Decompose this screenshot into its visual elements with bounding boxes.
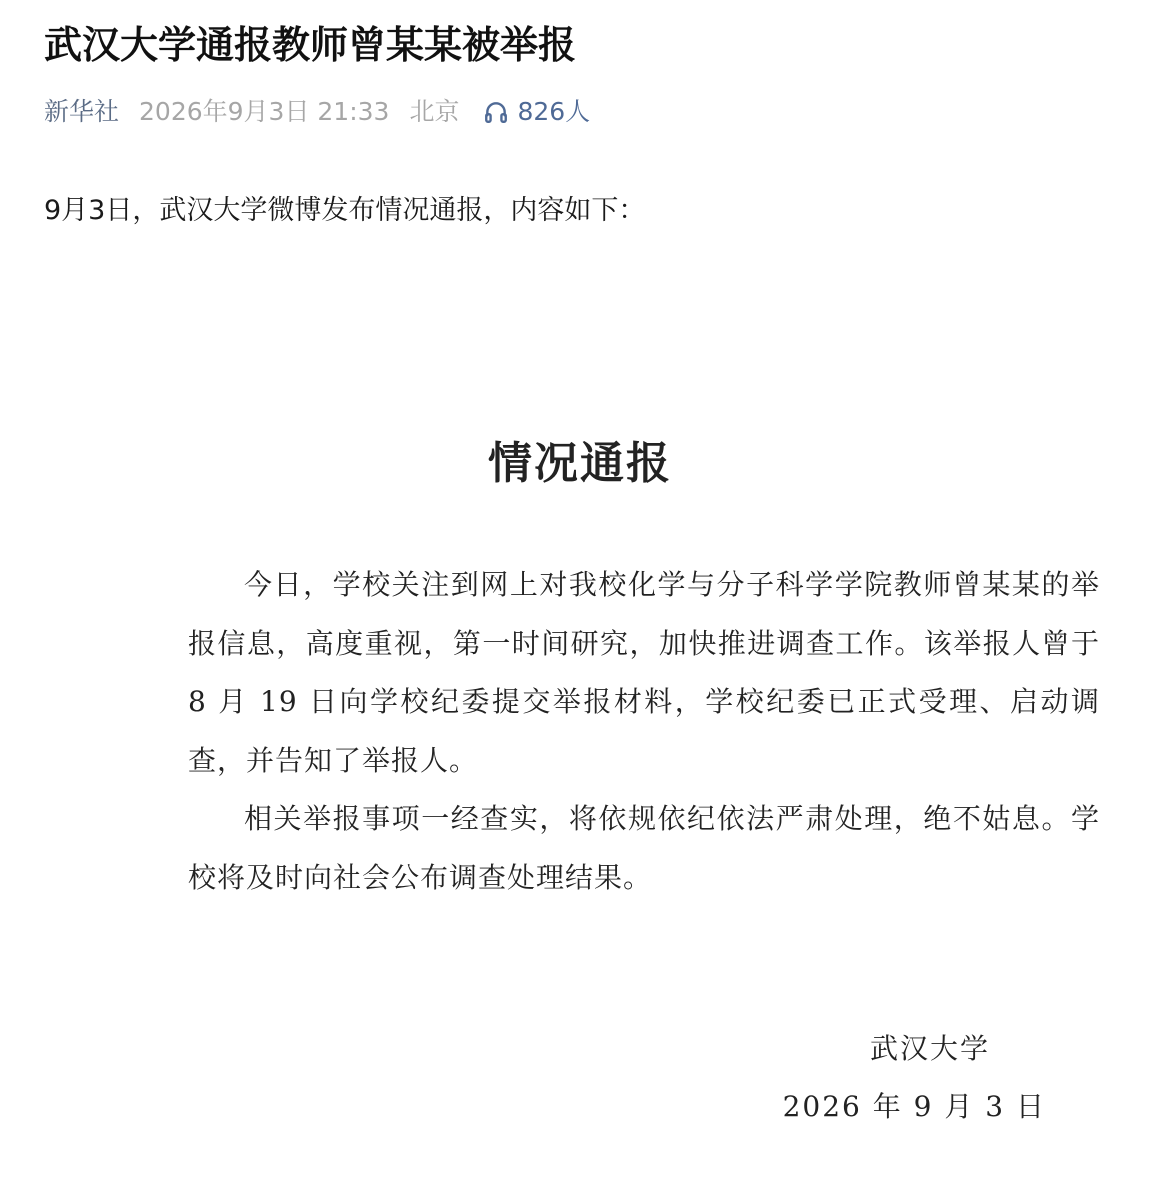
- notice-body: [188, 556, 1100, 907]
- publish-location: 北京: [409, 97, 460, 126]
- article-meta: [44, 94, 590, 130]
- signature-date: 2026 年 9 月 3 日: [782, 1090, 1046, 1123]
- publish-datetime: 2026年9月3日 21:33: [139, 97, 390, 126]
- article-intro: 9月3日，武汉大学微博发布情况通报，内容如下：: [44, 195, 646, 226]
- notice-document-image: [150, 380, 1140, 1180]
- notice-paragraph: 相关举报事项一经查实，将依规依纪依法严肃处理，绝不姑息。学校将及时向社会公布调查处理结果。: [188, 802, 1100, 894]
- headphones-icon: [483, 99, 509, 125]
- listen-count: 826人: [517, 97, 591, 126]
- notice-title-text: 情况通报: [488, 438, 672, 489]
- notice-signature: [783, 1020, 1046, 1136]
- signature-org: 武汉大学: [869, 1032, 990, 1065]
- listen-button[interactable]: [483, 94, 590, 130]
- source-link[interactable]: 新华社: [44, 97, 120, 126]
- notice-paragraph: 今日，学校关注到网上对我校化学与分子科学学院教师曾某某的举报信息，高度重视，第一时间研究，加快推进调查工作。该举报人曾于 8 月 19 日向学校纪委提交举报材料，学校纪委已正式受理、启动调查，并告知了举报人。: [188, 568, 1100, 777]
- article-title: 武汉大学通报教师曾某某被举报: [44, 23, 577, 67]
- notice-title: [150, 436, 1140, 492]
